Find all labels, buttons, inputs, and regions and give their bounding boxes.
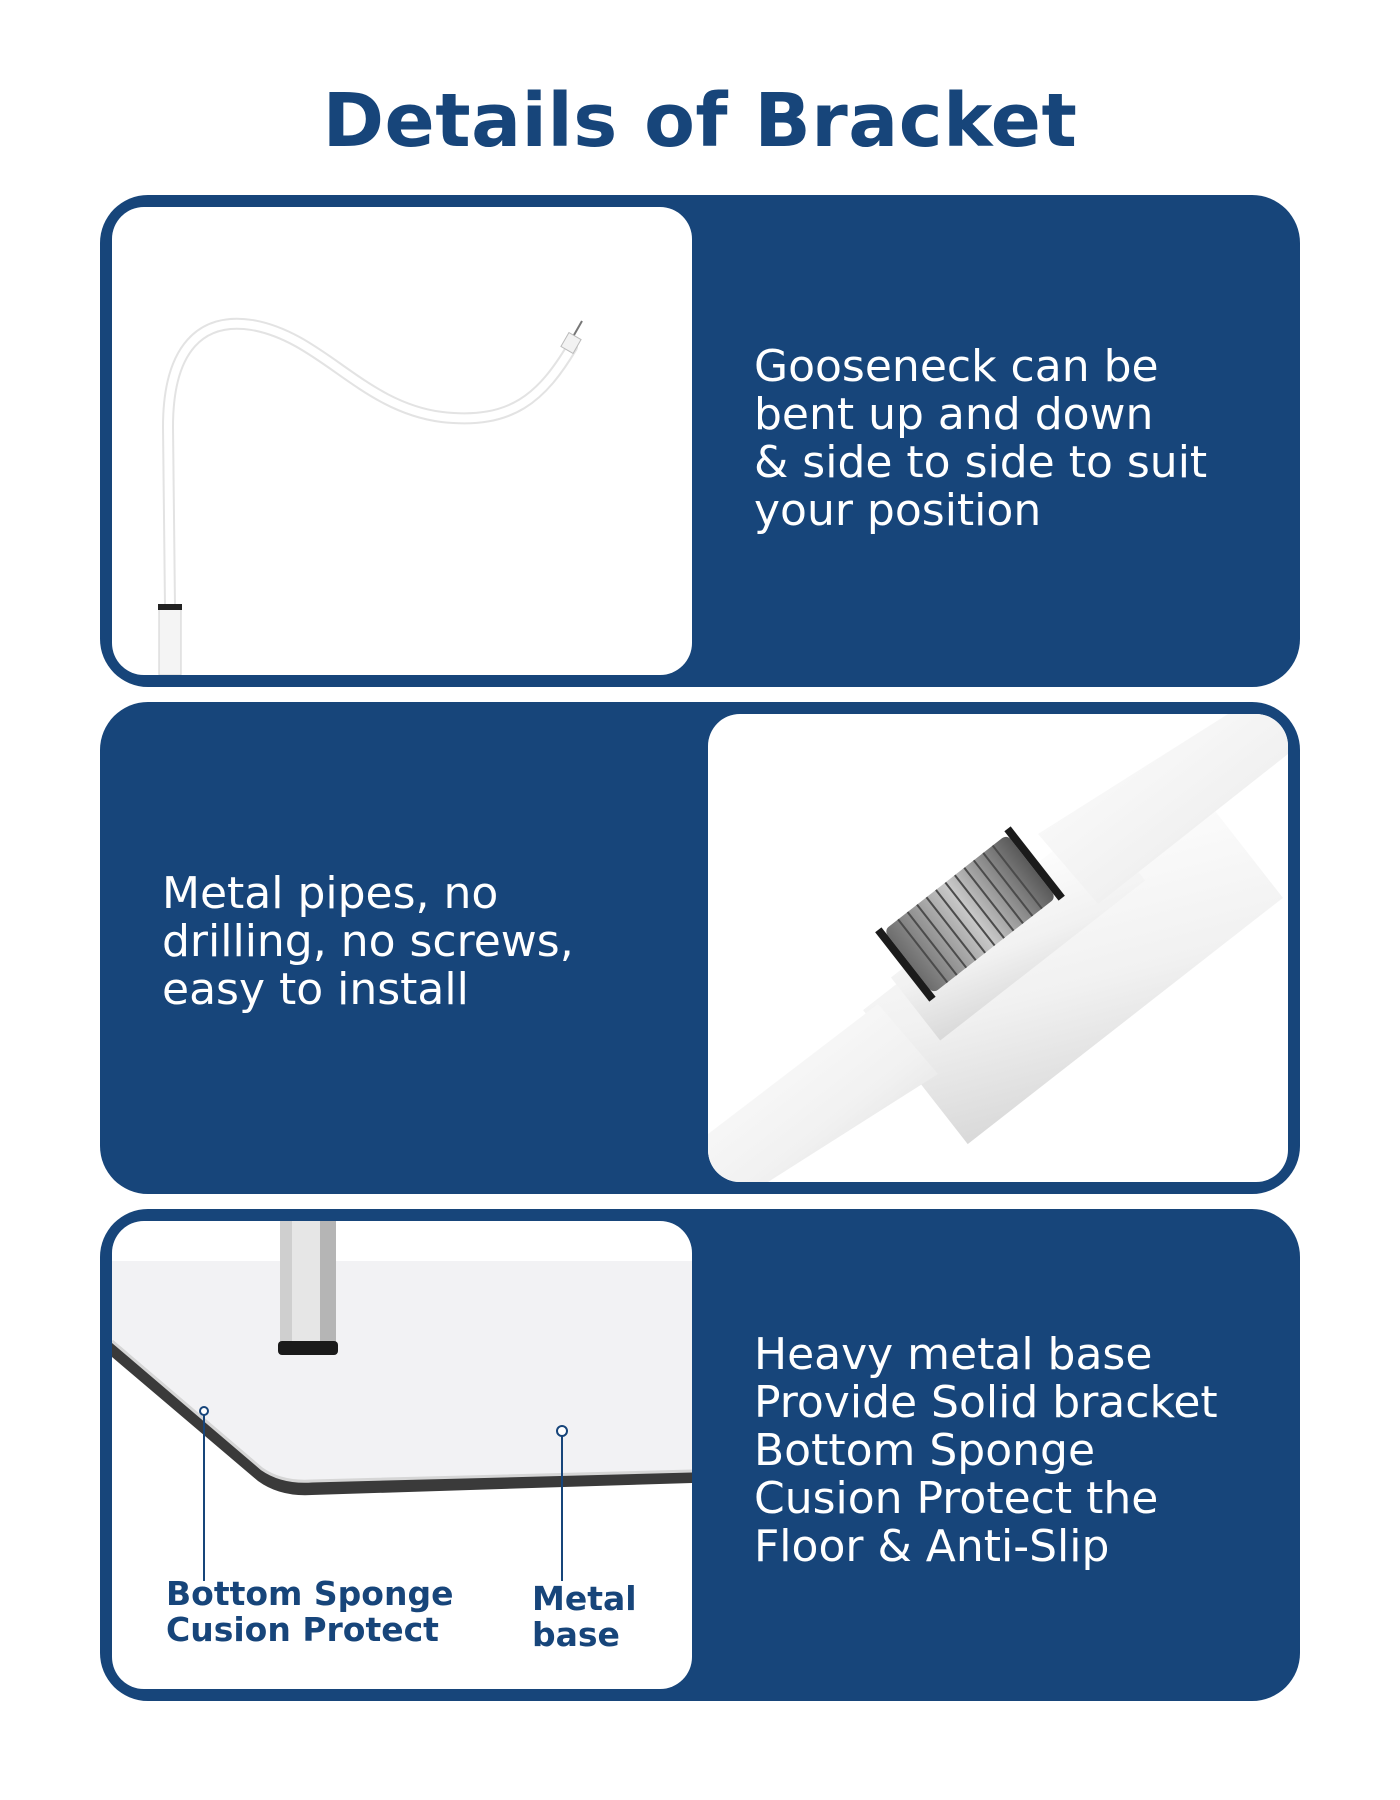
metal-pipes-description: Metal pipes, no drilling, no screws, easy to install (162, 868, 574, 1015)
sponge-callout-label: Bottom Sponge Cusion Protect (166, 1574, 454, 1649)
pipe-joint-photo (708, 714, 1288, 1182)
metal-pipes-panel (100, 702, 1300, 1194)
metal-base-photo (112, 1221, 692, 1689)
pipe-joint-illustration (708, 714, 1288, 1182)
page-title: Details of Bracket (322, 78, 1078, 164)
gooseneck-panel (100, 195, 1300, 687)
gooseneck-illustration (112, 207, 692, 675)
gooseneck-description: Gooseneck can be bent up and down & side to side to suit your position (754, 341, 1208, 536)
gooseneck-photo (112, 207, 692, 675)
metal-base-callout-label: Metal base (532, 1579, 637, 1654)
metal-base-description: Heavy metal base Provide Solid bracket Bottom Sponge Cusion Protect the Floor & Anti-Slip (754, 1329, 1218, 1572)
metal-base-panel (100, 1209, 1300, 1701)
